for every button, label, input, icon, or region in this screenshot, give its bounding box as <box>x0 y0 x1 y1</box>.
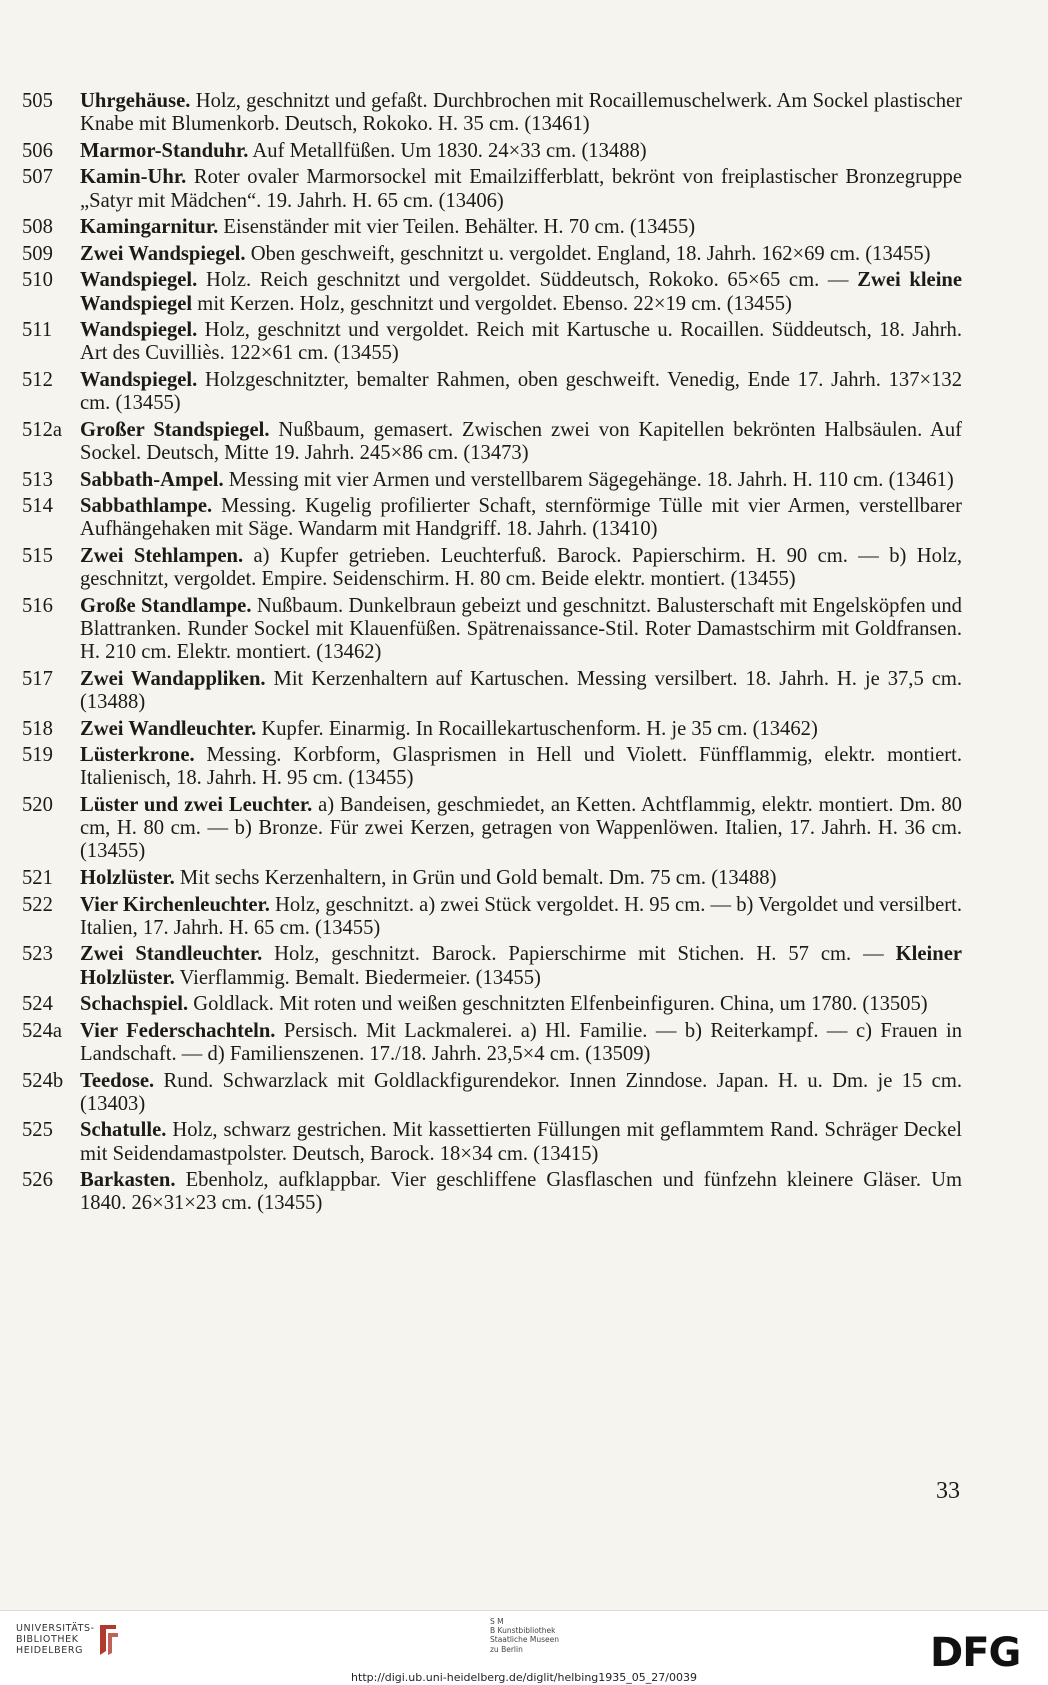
catalog-entry <box>22 744 962 790</box>
catalog-entry <box>22 319 962 365</box>
lot-title: Zwei Wandleuchter. <box>80 717 257 740</box>
lot-title: Barkasten. <box>80 1169 176 1192</box>
lot-number: 524b <box>22 1069 64 1092</box>
lot-title: Großer Standspiegel. <box>80 418 270 441</box>
lot-title: Kamingarnitur. <box>80 216 219 239</box>
lot-title: Schatulle. <box>80 1119 167 1142</box>
entry-list <box>22 90 962 1219</box>
lot-description: Oben geschweift, geschnitzt u. vergoldet. England, 18. Jahrh. 162×69 cm. (13455) <box>245 242 931 265</box>
lot-title: Wandspiegel. <box>80 319 198 342</box>
lot-number: 524a <box>22 1019 63 1042</box>
catalog-entry <box>22 1070 962 1116</box>
lot-description: Holz, geschnitzt und vergoldet. Reich mit Kartusche u. Rocaillen. Süddeutsch, 18. Jahrh. Art des Cuvilliès. 122×61 cm. (13455) <box>80 319 962 365</box>
lot-number: 507 <box>22 166 53 189</box>
catalog-entry <box>22 243 962 266</box>
lot-description: Goldlack. Mit roten und weißen geschnitzten Elfenbeinfiguren. China, um 1780. (13505) <box>188 993 928 1016</box>
lot-description: Mit sechs Kerzenhaltern, in Grün und Gold bemalt. Dm. 75 cm. (13488) <box>174 866 777 889</box>
lot-title: Vier Kirchenleuchter. <box>80 893 270 916</box>
catalog-entry <box>22 469 962 492</box>
lib-line-3: Staatliche Museen <box>490 1635 559 1645</box>
lot-number: 526 <box>22 1169 53 1192</box>
lot-number: 505 <box>22 90 53 112</box>
lot-title: Zwei Standleuchter. <box>80 943 263 966</box>
lot-description: Kupfer. Einarmig. In Rocaillekartuschenform. H. je 35 cm. (13462) <box>256 717 818 740</box>
footer-bar <box>0 1610 1048 1685</box>
catalog-entry <box>22 794 962 864</box>
lot-number: 508 <box>22 216 53 239</box>
catalog-entry <box>22 495 962 541</box>
lot-number: 522 <box>22 893 53 916</box>
lot-subtitle: Zwei kleine Wandspiegel <box>80 269 963 315</box>
catalog-entry <box>22 545 962 591</box>
lot-number: 509 <box>22 242 53 265</box>
lot-number: 521 <box>22 866 53 889</box>
lot-title: Kamin-Uhr. <box>80 166 187 189</box>
catalog-entry <box>22 993 962 1016</box>
lot-description: Messing. Kugelig profilierter Schaft, sternförmige Tülle mit vier Armen, verstellbarer Aufhängehaken mit Säge. Wandarm mit Handgriff. 18. Jahrh. (13410) <box>80 495 962 541</box>
lot-title: Zwei Wandspiegel. <box>80 242 246 265</box>
catalog-entry <box>22 269 962 315</box>
lot-description-continued: mit Kerzen. Holz, geschnitzt und vergoldet. Ebenso. 22×19 cm. (13455) <box>192 292 792 315</box>
catalog-entry <box>22 1119 962 1165</box>
page-number: 33 <box>936 1478 960 1504</box>
lot-title: Wandspiegel. <box>80 368 198 391</box>
lot-description: Auf Metallfüßen. Um 1830. 24×33 cm. (13488) <box>248 139 647 162</box>
catalog-entry <box>22 943 962 989</box>
ub-line-3: HEIDELBERG <box>16 1645 84 1656</box>
lot-description: Mit Kerzenhaltern auf Kartuschen. Messing versilbert. 18. Jahrh. H. je 37,5 cm. (13488) <box>80 667 963 713</box>
catalog-entry <box>22 894 962 940</box>
lot-number: 524 <box>22 993 53 1016</box>
catalog-entry <box>22 718 962 741</box>
lot-description: Messing mit vier Armen und verstellbarem Sägegehänge. 18. Jahrh. H. 110 cm. (13461) <box>223 468 954 491</box>
lib-line-1: S M <box>490 1617 504 1626</box>
lot-number: 518 <box>22 717 53 740</box>
lot-title: Zwei Wandappliken. <box>80 667 266 690</box>
catalog-entry <box>22 140 962 163</box>
catalog-entry <box>22 216 962 239</box>
lot-description: Rund. Schwarzlack mit Goldlackfigurendekor. Innen Zinndose. Japan. H. u. Dm. je 15 cm. (13403) <box>80 1069 962 1115</box>
lot-number: 506 <box>22 139 53 162</box>
lot-description: Holz. Reich geschnitzt und vergoldet. Süddeutsch, Rokoko. 65×65 cm. — <box>197 269 858 292</box>
lot-number: 510 <box>22 269 53 292</box>
lot-number: 525 <box>22 1119 53 1142</box>
dfg-logo[interactable]: DFG <box>930 1630 1021 1676</box>
catalog-entry <box>22 668 962 714</box>
lot-title: Holzlüster. <box>80 866 175 889</box>
lib-line-4: zu Berlin <box>490 1644 523 1654</box>
lot-description: Nußbaum. Dunkelbraun gebeizt und geschnitzt. Balusterschaft mit Engelsköpfen und Blattranken. Runder Sockel mit Klauenfüßen. Spätrenaissance-Stil. Roter Damastschirm mit Goldfransen. H. 210 cm. Elektr. montiert. (13462) <box>80 594 962 664</box>
lot-description: Persisch. Mit Lackmalerei. a) Hl. Familie. — b) Reiterkampf. — c) Frauen in Landschaft. — d) Familienszenen. 17./18. Jahrh. 23,5×4 cm. (13509) <box>80 1019 962 1065</box>
catalog-entry <box>22 1169 962 1215</box>
lot-number: 512a <box>22 418 63 441</box>
lot-subtitle: Kleiner Holzlüster. <box>80 943 962 989</box>
lot-description: a) Bandeisen, geschmiedet, an Ketten. Achtflammig, elektr. montiert. Dm. 80 cm, H. 80 cm. — b) Bronze. Für zwei Kerzen, getragen von Wappenlöwen. Italien, 17. Jahrh. H. 36 cm. (13455) <box>80 793 962 863</box>
lot-description: a) Kupfer getrieben. Leuchterfuß. Barock. Papierschirm. H. 90 cm. — b) Holz, geschnitzt, vergoldet. Empire. Seidenschirm. H. 80 cm. Beide elektr. montiert. (13455) <box>80 544 962 591</box>
ub-line-1: UNIVERSITÄTS- <box>16 1623 95 1634</box>
catalog-entry <box>22 166 962 212</box>
source-url-link[interactable]: http://digi.ub.uni-heidelberg.de/diglit/helbing1935_05_27/0039 <box>351 1671 697 1684</box>
lot-title: Schachspiel. <box>80 993 189 1016</box>
lot-number: 516 <box>22 594 53 617</box>
lot-description: Holz, schwarz gestrichen. Mit kassettierten Füllungen mit geflammtem Rand. Schräger Deckel mit Seidendamastpolster. Deutsch, Barock. 18×34 cm. (13415) <box>80 1119 962 1165</box>
catalog-entry <box>22 419 962 465</box>
lot-number: 512 <box>22 368 53 391</box>
ub-heidelberg-label[interactable] <box>16 1623 95 1656</box>
lot-title: Marmor-Standuhr. <box>80 139 249 162</box>
lot-title: Uhrgehäuse. <box>80 90 191 112</box>
lot-number: 515 <box>22 544 53 567</box>
lot-title: Große Standlampe. <box>80 594 252 617</box>
lot-number: 517 <box>22 667 53 690</box>
lot-number: 513 <box>22 468 53 491</box>
lot-number: 514 <box>22 495 53 518</box>
lot-number: 519 <box>22 744 53 767</box>
lot-description-continued: Vierflammig. Bemalt. Biedermeier. (13455) <box>174 966 541 989</box>
lot-title: Lüsterkrone. <box>80 744 195 767</box>
catalog-entry <box>22 90 962 136</box>
lot-title: Sabbath-Ampel. <box>80 468 224 491</box>
catalog-entry <box>22 595 962 665</box>
catalog-entry <box>22 369 962 415</box>
lot-description: Holz, geschnitzt. a) zwei Stück vergoldet. H. 95 cm. — b) Vergoldet und versilbert. Italien, 17. Jahrh. H. 65 cm. (13455) <box>80 893 963 939</box>
lib-line-2: B Kunstbibliothek <box>490 1626 556 1636</box>
lot-description: Holz, geschnitzt. Barock. Papierschirme mit Stichen. H. 57 cm. — <box>262 943 896 966</box>
lot-title: Teedose. <box>80 1069 155 1092</box>
lot-description: Holzgeschnitzter, bemalter Rahmen, oben geschweift. Venedig, Ende 17. Jahrh. 137×132 cm. (13455) <box>80 368 962 415</box>
ub-line-2: BIBLIOTHEK <box>16 1634 79 1645</box>
lot-description: Ebenholz, aufklappbar. Vier geschliffene Glasflaschen und fünfzehn kleinere Gläser. Um 1840. 26×31×23 cm. (13455) <box>80 1169 962 1215</box>
ub-heidelberg-logo-icon[interactable] <box>96 1621 122 1657</box>
lot-number: 511 <box>22 319 53 342</box>
lot-title: Zwei Stehlampen. <box>80 544 244 567</box>
lot-title: Sabbathlampe. <box>80 495 213 518</box>
lot-description: Nußbaum, gemasert. Zwischen zwei von Kapitellen bekrönten Halbsäulen. Auf Sockel. Deutsch, Mitte 19. Jahrh. 245×86 cm. (13473) <box>80 418 963 464</box>
lot-description: Eisenständer mit vier Teilen. Behälter. H. 70 cm. (13455) <box>218 216 696 239</box>
catalog-entry <box>22 1020 962 1066</box>
lot-description: Messing. Korbform, Glasprismen in Hell und Violett. Fünfflammig, elektr. montiert. Italienisch, 18. Jahrh. H. 95 cm. (13455) <box>80 744 962 790</box>
lot-description: Holz, geschnitzt und gefaßt. Durchbrochen mit Rocaillemuschelwerk. Am Sockel plastischer Knabe mit Blumenkorb. Deutsch, Rokoko. H. 35 cm. (13461) <box>80 90 962 136</box>
lot-title: Wandspiegel. <box>80 269 198 292</box>
kunstbibliothek-label <box>490 1617 559 1654</box>
lot-title: Vier Federschachteln. <box>80 1019 276 1042</box>
lot-number: 520 <box>22 793 53 816</box>
lot-title: Lüster und zwei Leuchter. <box>80 793 313 816</box>
lot-description: Roter ovaler Marmorsockel mit Emailzifferblatt, bekrönt von freiplastischer Bronzegruppe „Satyr mit Mädchen“. 19. Jahrh. H. 65 cm. (13406) <box>80 166 962 212</box>
lot-number: 523 <box>22 943 53 966</box>
catalog-entry <box>22 867 962 890</box>
